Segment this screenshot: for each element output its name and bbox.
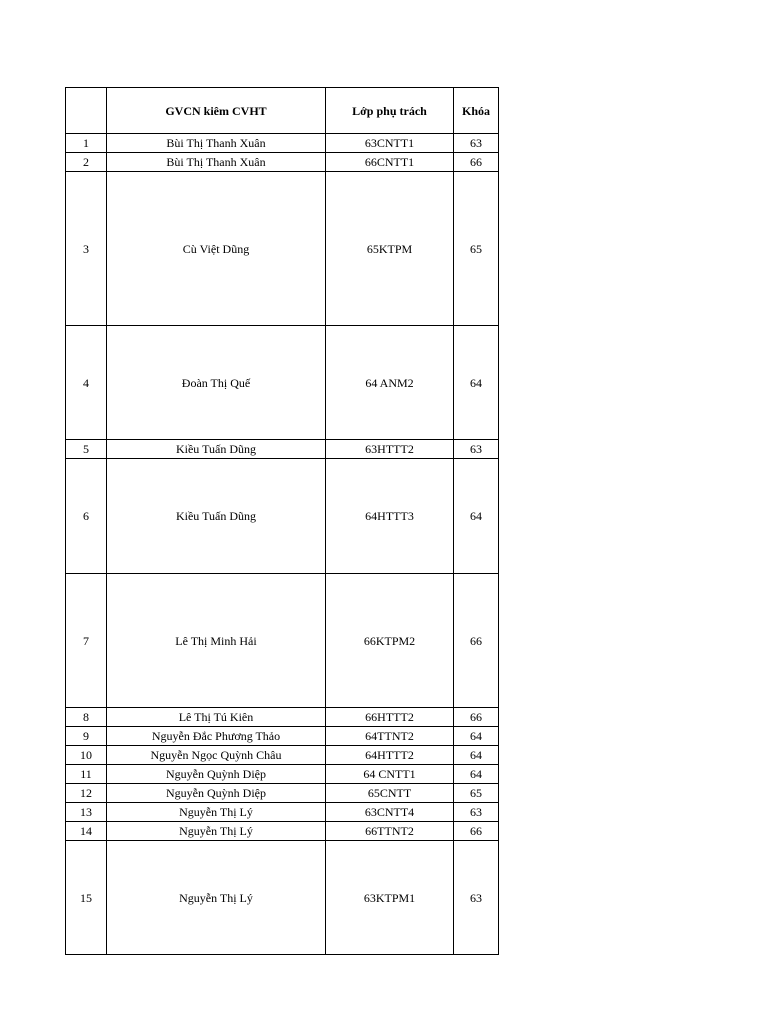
cell-teacher: Bùi Thị Thanh Xuân (107, 134, 326, 153)
cell-cohort: 64 (454, 326, 499, 440)
table-row (66, 841, 499, 955)
header-teacher: GVCN kiêm CVHT (107, 88, 326, 134)
cell-stt: 3 (66, 172, 107, 326)
cell-class: 66HTTT2 (326, 708, 454, 727)
table-row (66, 822, 499, 841)
cell-cohort: 66 (454, 153, 499, 172)
cell-teacher: Nguyễn Thị Lý (107, 803, 326, 822)
cell-class: 64HTTT3 (326, 459, 454, 574)
table-row (66, 746, 499, 765)
cell-cohort: 64 (454, 459, 499, 574)
cell-cohort: 66 (454, 708, 499, 727)
cell-class: 64HTTT2 (326, 746, 454, 765)
cell-teacher: Nguyễn Thị Lý (107, 822, 326, 841)
cell-teacher: Nguyễn Quỳnh Diệp (107, 765, 326, 784)
cell-cohort: 63 (454, 440, 499, 459)
header-row (66, 88, 499, 134)
cell-teacher: Lê Thị Tú Kiên (107, 708, 326, 727)
cell-cohort: 65 (454, 784, 499, 803)
cell-class: 66TTNT2 (326, 822, 454, 841)
cell-stt: 8 (66, 708, 107, 727)
cell-stt: 11 (66, 765, 107, 784)
cell-class: 64TTNT2 (326, 727, 454, 746)
cell-class: 66KTPM2 (326, 574, 454, 708)
cell-teacher: Nguyễn Ngọc Quỳnh Châu (107, 746, 326, 765)
cell-class: 64 CNTT1 (326, 765, 454, 784)
cell-teacher: Nguyễn Thị Lý (107, 841, 326, 955)
cell-stt: 1 (66, 134, 107, 153)
cell-teacher: Cù Việt Dũng (107, 172, 326, 326)
table-row (66, 326, 499, 440)
cell-stt: 13 (66, 803, 107, 822)
header-class: Lớp phụ trách (326, 88, 454, 134)
cell-cohort: 63 (454, 803, 499, 822)
table-row (66, 708, 499, 727)
cell-teacher: Kiều Tuấn Dũng (107, 440, 326, 459)
cell-stt: 10 (66, 746, 107, 765)
cell-cohort: 66 (454, 822, 499, 841)
table-row (66, 574, 499, 708)
cell-cohort: 63 (454, 134, 499, 153)
cell-class: 63CNTT4 (326, 803, 454, 822)
cell-class: 64 ANM2 (326, 326, 454, 440)
cell-teacher: Đoàn Thị Quế (107, 326, 326, 440)
table-row (66, 784, 499, 803)
cell-stt: 7 (66, 574, 107, 708)
cell-stt: 5 (66, 440, 107, 459)
cell-stt: 12 (66, 784, 107, 803)
header-cohort: Khóa (454, 88, 499, 134)
header-stt (66, 88, 107, 134)
cell-teacher: Nguyễn Quỳnh Diệp (107, 784, 326, 803)
cell-cohort: 63 (454, 841, 499, 955)
table-row (66, 153, 499, 172)
cell-cohort: 64 (454, 727, 499, 746)
cell-stt: 14 (66, 822, 107, 841)
table-row (66, 134, 499, 153)
cell-class: 65KTPM (326, 172, 454, 326)
cell-stt: 9 (66, 727, 107, 746)
cell-teacher: Nguyễn Đắc Phương Thảo (107, 727, 326, 746)
cell-class: 65CNTT (326, 784, 454, 803)
cell-class: 66CNTT1 (326, 153, 454, 172)
cell-teacher: Lê Thị Minh Hải (107, 574, 326, 708)
cell-stt: 15 (66, 841, 107, 955)
cell-stt: 2 (66, 153, 107, 172)
cell-teacher: Kiều Tuấn Dũng (107, 459, 326, 574)
table-row (66, 172, 499, 326)
table-row (66, 459, 499, 574)
cell-class: 63KTPM1 (326, 841, 454, 955)
cell-stt: 4 (66, 326, 107, 440)
cell-cohort: 64 (454, 765, 499, 784)
table-row (66, 803, 499, 822)
cell-stt: 6 (66, 459, 107, 574)
advisor-table (65, 87, 499, 955)
table-row (66, 765, 499, 784)
cell-cohort: 64 (454, 746, 499, 765)
table-row (66, 440, 499, 459)
cell-cohort: 65 (454, 172, 499, 326)
cell-class: 63CNTT1 (326, 134, 454, 153)
cell-class: 63HTTT2 (326, 440, 454, 459)
cell-teacher: Bùi Thị Thanh Xuân (107, 153, 326, 172)
table-row (66, 727, 499, 746)
cell-cohort: 66 (454, 574, 499, 708)
